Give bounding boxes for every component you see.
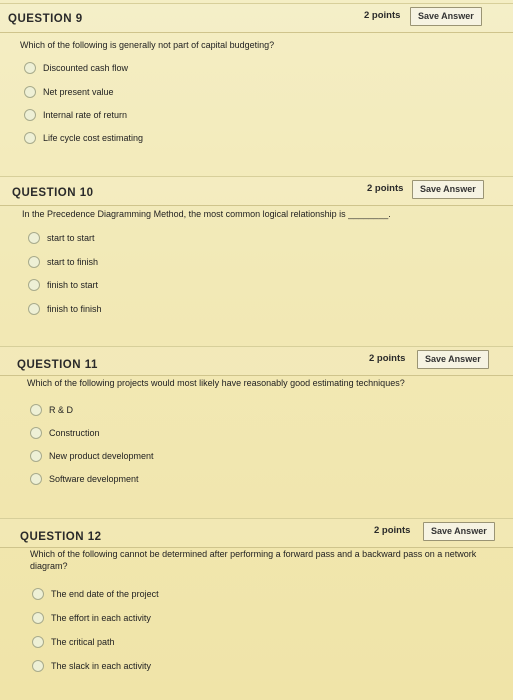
answer-option[interactable]	[24, 86, 114, 98]
option-label: finish to finish	[47, 304, 102, 314]
question-title: QUESTION 10	[12, 187, 94, 199]
question-title: QUESTION 11	[17, 359, 98, 371]
answer-option[interactable]	[30, 450, 154, 462]
option-label: start to start	[47, 233, 95, 243]
question-title: QUESTION 12	[20, 531, 102, 543]
option-label: Discounted cash flow	[43, 63, 129, 73]
radio-button[interactable]	[30, 473, 42, 485]
radio-button[interactable]	[28, 256, 40, 268]
answer-option[interactable]	[24, 109, 127, 121]
answer-option[interactable]	[32, 660, 151, 672]
answer-option[interactable]	[30, 427, 100, 439]
option-label: The effort in each activity	[51, 613, 151, 623]
radio-button[interactable]	[28, 279, 40, 291]
option-label: start to finish	[47, 257, 99, 267]
question-12	[0, 518, 513, 671]
option-label: The critical path	[51, 637, 115, 647]
radio-button[interactable]	[24, 132, 36, 144]
radio-button[interactable]	[32, 612, 44, 624]
answer-option[interactable]	[24, 62, 128, 74]
question-header	[0, 518, 513, 548]
option-label: R & D	[49, 405, 74, 415]
answer-option[interactable]	[32, 612, 151, 624]
question-text: Which of the following projects would most likely have reasonably good estimating techniques?	[27, 378, 405, 388]
save-answer-button[interactable]: Save Answer	[410, 7, 482, 26]
radio-button[interactable]	[32, 636, 44, 648]
option-label: Life cycle cost estimating	[43, 133, 144, 143]
answer-option[interactable]	[28, 256, 98, 268]
option-label: The end date of the project	[51, 589, 159, 599]
question-text: Which of the following is generally not part of capital budgeting?	[20, 40, 275, 50]
question-text: In the Precedence Diagramming Method, the most common logical relationship is ________.	[22, 209, 391, 219]
radio-button[interactable]	[24, 62, 36, 74]
question-header	[0, 346, 513, 376]
answer-option[interactable]	[28, 303, 102, 315]
radio-button[interactable]	[32, 588, 44, 600]
answer-option[interactable]	[24, 132, 143, 144]
points-label: 2 points	[364, 10, 401, 21]
option-label: Software development	[49, 474, 139, 484]
option-label: Internal rate of return	[43, 110, 128, 120]
radio-button[interactable]	[32, 660, 44, 672]
option-label: Construction	[49, 428, 100, 438]
answer-option[interactable]	[28, 279, 98, 291]
radio-button[interactable]	[24, 86, 36, 98]
radio-button[interactable]	[30, 427, 42, 439]
points-label: 2 points	[369, 353, 406, 364]
save-answer-button[interactable]: Save Answer	[412, 180, 484, 199]
save-answer-button[interactable]: Save Answer	[423, 522, 495, 541]
answer-option[interactable]	[30, 404, 73, 416]
option-label: New product development	[49, 451, 154, 461]
question-title: QUESTION 9	[8, 13, 83, 25]
question-9	[0, 3, 513, 143]
question-header	[0, 176, 513, 206]
question-header	[0, 3, 513, 33]
save-answer-button[interactable]: Save Answer	[417, 350, 489, 369]
radio-button[interactable]	[24, 109, 36, 121]
answer-option[interactable]	[32, 588, 159, 600]
points-label: 2 points	[374, 525, 411, 536]
radio-button[interactable]	[30, 404, 42, 416]
question-11	[0, 346, 513, 484]
radio-button[interactable]	[30, 450, 42, 462]
radio-button[interactable]	[28, 232, 40, 244]
option-label: Net present value	[43, 87, 114, 97]
answer-option[interactable]	[32, 636, 115, 648]
points-label: 2 points	[367, 183, 404, 194]
answer-option[interactable]	[28, 232, 95, 244]
answer-option[interactable]	[30, 473, 139, 485]
question-10	[0, 176, 513, 314]
option-label: finish to start	[47, 280, 99, 290]
question-text: Which of the following cannot be determined after performing a forward pass and a backward pass on a network diagram?	[30, 549, 477, 571]
option-label: The slack in each activity	[51, 661, 152, 671]
radio-button[interactable]	[28, 303, 40, 315]
